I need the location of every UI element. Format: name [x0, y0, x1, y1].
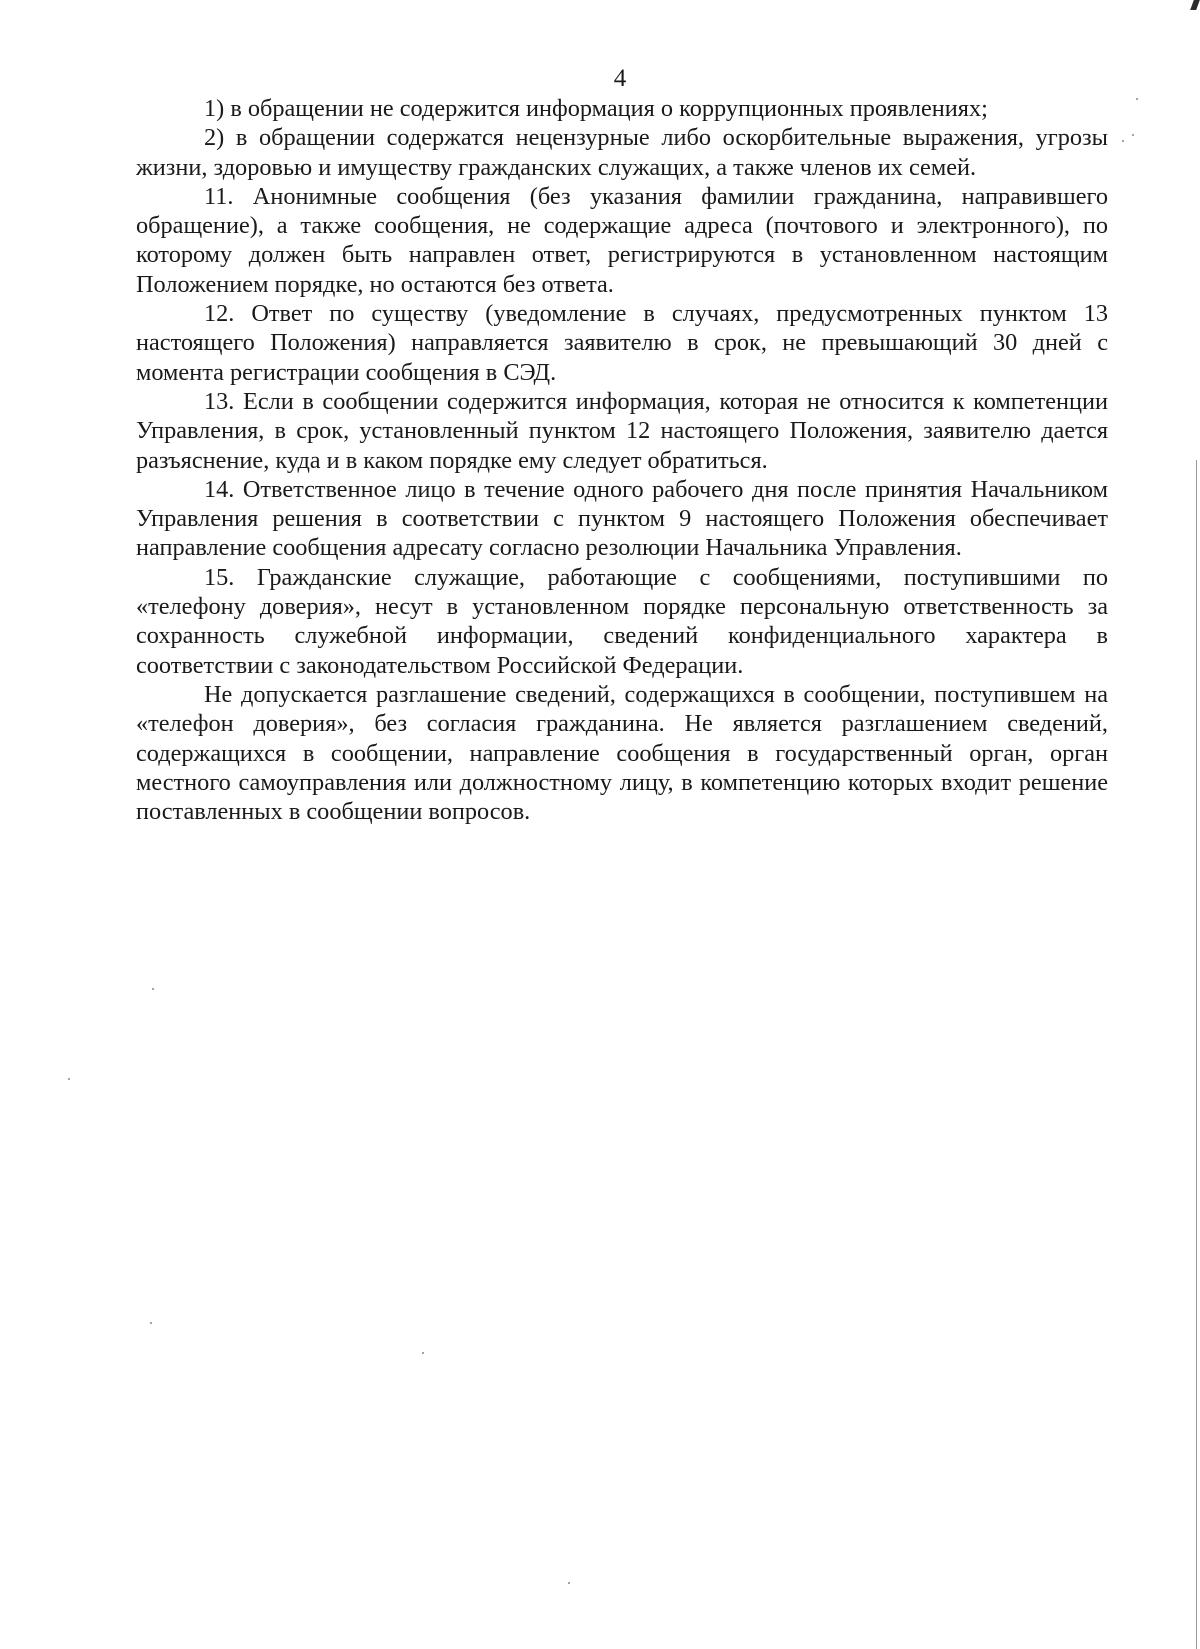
scan-speck — [1122, 140, 1124, 142]
paragraph-clause-15: 15. Гражданские служащие, работающие с сообщениями, поступившими по «телефону доверия», несут в установленном порядке персональную ответственность за сохранность служебной информации, сведений конфиденциального характера в соответствии с законодательством Российской Федерации. — [136, 563, 1108, 679]
scan-edge-line — [1196, 460, 1197, 1649]
paragraph-item-1: 1) в обращении не содержится информация о коррупционных проявлениях; — [204, 95, 988, 122]
paragraph-clause-11: 11. Анонимные сообщения (без указания фамилии гражданина, направившего обращение), а также сообщения, не содержащие адреса (почтового и электронного), по которому должен быть направлен ответ, регистрируются в установленном настоящим Положением порядке, но остаются без ответа. — [136, 182, 1108, 298]
scan-speck — [150, 1322, 152, 1324]
scan-speck — [152, 988, 154, 990]
scan-edge-mark — [1190, 0, 1200, 10]
page-number: 4 — [613, 65, 627, 92]
scan-speck — [68, 1078, 70, 1080]
paragraph-disclosure: Не допускается разглашение сведений, содержащихся в сообщении, поступившем на «телефон доверия», без согласия гражданина. Не является разглашением сведений, содержащихся в сообщении, направление сообщения в государственный орган, орган местного самоуправления или должностному лицу, в компетенцию которых входит решение поставленных в сообщении вопросов. — [136, 680, 1108, 826]
scan-speck — [1136, 98, 1138, 100]
paragraph-clause-12: 12. Ответ по существу (уведомление в случаях, предусмотренных пунктом 13 настоящего Положения) направляется заявителю в срок, не превышающий 30 дней с момента регистрации сообщения в СЭД. — [136, 300, 1108, 386]
scan-speck — [1132, 134, 1134, 136]
paragraph-clause-14: 14. Ответственное лицо в течение одного рабочего дня после принятия Начальником Управления решения в соответствии с пунктом 9 настоящего Положения обеспечивает направление сообщения адресату согласно резолюции Начальника Управления. — [136, 475, 1108, 562]
paragraph-clause-13: 13. Если в сообщении содержится информация, которая не относится к компетенции Управления, в срок, установленный пунктом 12 настоящего Положения, заявителю дается разъяснение, куда и в каком порядке ему следует обратиться. — [136, 387, 1108, 474]
scan-speck — [568, 1582, 570, 1584]
document-body — [136, 94, 1108, 826]
scan-speck — [422, 1352, 424, 1354]
paragraph-item-2: 2) в обращении содержатся нецензурные либо оскорбительные выражения, угрозы жизни, здоровью и имуществу гражданских служащих, а также членов их семей. — [136, 124, 1108, 181]
